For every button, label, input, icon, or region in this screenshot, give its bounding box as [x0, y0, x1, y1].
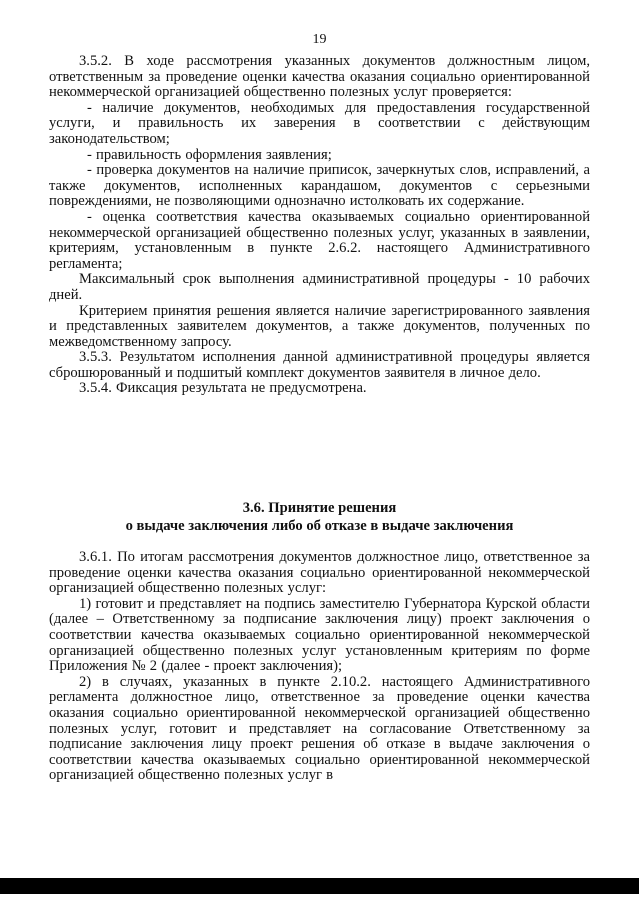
list-item-2-prepare-refusal: 2) в случаях, указанных в пункте 2.10.2. настоящего Административного регламента должностное лицо, ответственное за проведение оценки качества оказания социально ориентированной некоммерческой организацией общественно полезных услуг, готовит и представляет на согласование Ответственному за подписание заключения лицу проект решения об отказе в выдаче заключения о соответствии качества оказываемых социально ориентированной некоммерческой организацией общественно полезных услуг в	[49, 673, 590, 784]
page-number: 19	[312, 32, 327, 47]
paragraph-3-6-1: 3.6.1. По итогам рассмотрения документов должностное лицо, ответственное за проведение оценки качества оказания социально ориентированной некоммерческой организацией общественно полезных услуг:	[49, 549, 590, 597]
section-3-6-body	[49, 550, 590, 784]
list-item-documents-presence: - наличие документов, необходимых для предоставления государственной услуги, и правильность их заверения в соответствии с действующим законодательством;	[49, 99, 590, 147]
section-3-5-body	[49, 54, 590, 397]
paragraph-max-duration: Максимальный срок выполнения административной процедуры - 10 рабочих дней.	[49, 271, 590, 303]
list-item-application-format: - правильность оформления заявления;	[87, 146, 332, 163]
paragraph-3-5-4: 3.5.4. Фиксация результата не предусмотрена.	[79, 380, 367, 397]
heading-line-2: о выдаче заключения либо об отказе в выдаче заключения	[125, 518, 514, 534]
scan-edge-bar	[0, 878, 639, 894]
list-item-quality-assessment: - оценка соответствия качества оказываемых социально ориентированной некоммерческой организацией общественно полезных услуг, указанных в заявлении, критериям, установленным в пункте 2.6.2. настоящего Административного регламента;	[49, 208, 590, 272]
paragraph-3-5-3: 3.5.3. Результатом исполнения данной административной процедуры является сброшюрованный и подшитый комплект документов заявителя в личное дело.	[49, 349, 590, 381]
list-item-documents-check: - проверка документов на наличие приписок, зачеркнутых слов, исправлений, а также документов, исполненных карандашом, документов с серьезными повреждениями, не позволяющими однозначно истолковать их содержание.	[49, 162, 590, 210]
heading-line-1: 3.6. Принятие решения	[242, 500, 397, 516]
list-item-1-prepare-conclusion: 1) готовит и представляет на подпись заместителю Губернатора Курской области (далее – Ответственному за подписание заключения лицу) проект заключения о соответствии качества оказываемых социально ориентированной некоммерческой организацией общественно полезных услуг установленным критериям по форме Приложения № 2 (далее - проект заключения);	[49, 595, 590, 675]
paragraph-decision-criterion: Критерием принятия решения является наличие зарегистрированного заявления и представленных заявителем документов, а также документов, полученных по межведомственному запросу.	[49, 302, 590, 350]
paragraph-3-5-2: 3.5.2. В ходе рассмотрения указанных документов должностным лицом, ответственным за проведение оценки качества оказания социально ориентированной некоммерческой организацией общественно полезных услуг проверяется:	[49, 53, 590, 101]
section-3-6-heading	[49, 499, 590, 535]
